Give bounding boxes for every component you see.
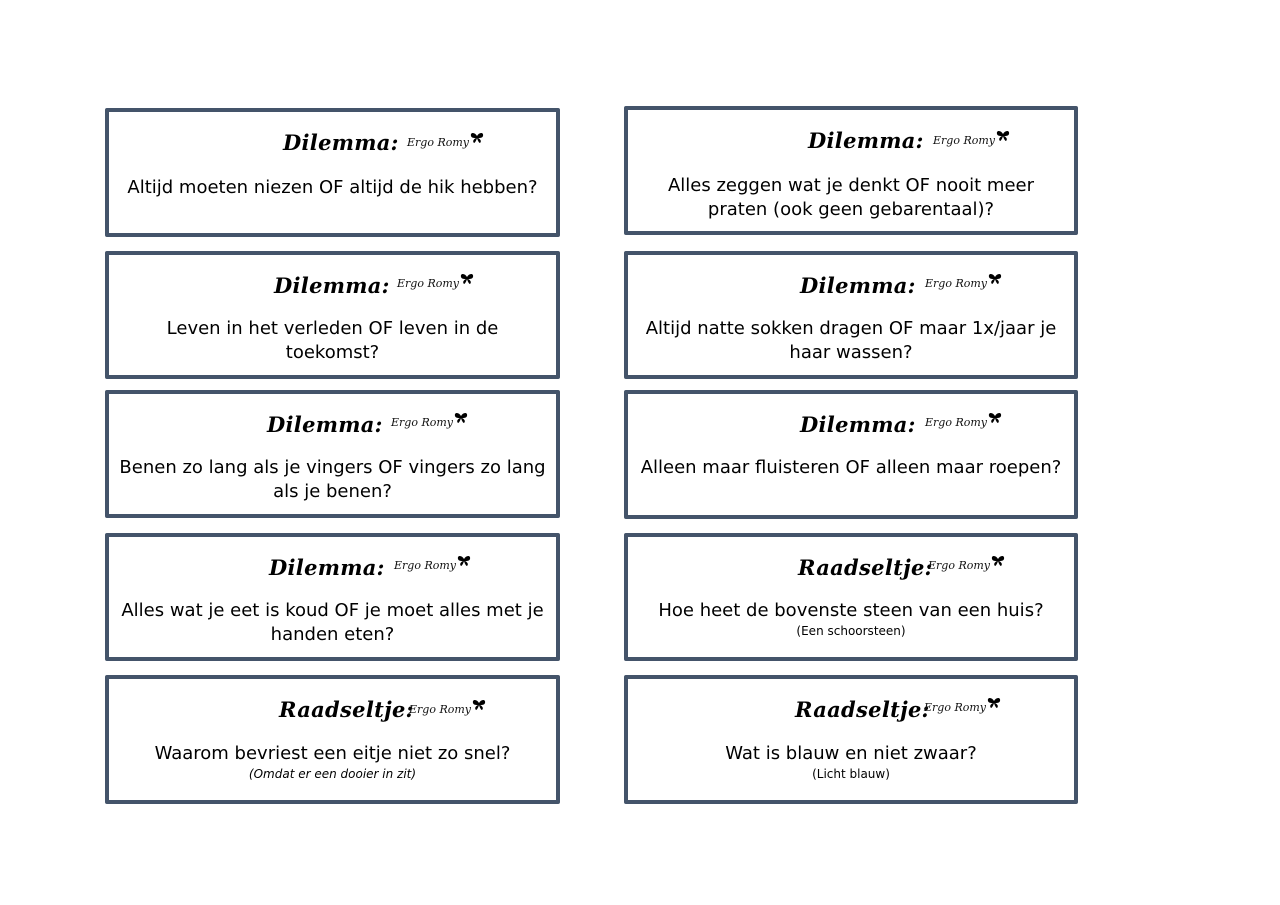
card-type-label: Dilemma: (283, 130, 399, 155)
card-text: Wat is blauw en niet zwaar? (Licht blauw) (638, 742, 1064, 782)
riddle-answer: (Omdat er een dooier in zit) (248, 767, 417, 781)
card-header (628, 693, 1074, 727)
card-type-label: Dilemma: (808, 128, 924, 153)
riddle-answer: (Licht blauw) (812, 767, 890, 781)
card-text: Alleen maar fluisteren OF alleen maar roepen? (640, 457, 1062, 478)
card-header (628, 408, 1074, 442)
card-header (109, 126, 556, 160)
card-dilemma-5 (105, 390, 560, 518)
brand-label: Ergo Romy (407, 132, 484, 149)
card-type-label: Dilemma: (269, 555, 385, 580)
card-dilemma-2 (624, 106, 1078, 235)
card-header (109, 693, 556, 727)
brand-label: Ergo Romy (924, 697, 1001, 714)
card-type-label: Raadseltje: (798, 555, 933, 580)
brand-label: Ergo Romy (394, 555, 471, 572)
brand-label: Ergo Romy (928, 555, 1005, 572)
card-dilemma-4 (624, 251, 1078, 379)
card-header (628, 269, 1074, 303)
brand-label: Ergo Romy (933, 130, 1010, 147)
butterfly-icon (988, 273, 1002, 285)
card-text: Alles wat je eet is koud OF je moet alles met je handen eten? (121, 600, 544, 645)
card-header (628, 124, 1074, 158)
card-text: Waarom bevriest een eitje niet zo snel? (Omdat er een dooier in zit) (119, 742, 546, 782)
card-riddle-3 (624, 675, 1078, 804)
card-text: Altijd moeten niezen OF altijd de hik hebben? (127, 177, 538, 198)
butterfly-icon (454, 412, 468, 424)
card-header (109, 269, 556, 303)
butterfly-icon (987, 697, 1001, 709)
butterfly-icon (472, 699, 486, 711)
brand-label: Ergo Romy (397, 273, 474, 290)
card-text: Leven in het verleden OF leven in de toekomst? (166, 318, 499, 363)
brand-label: Ergo Romy (391, 412, 468, 429)
card-text: Hoe heet de bovenste steen van een huis? (Een schoorsteen) (638, 599, 1064, 639)
card-type-label: Raadseltje: (279, 697, 414, 722)
card-dilemma-7 (105, 533, 560, 661)
butterfly-icon (457, 555, 471, 567)
card-type-label: Dilemma: (267, 412, 383, 437)
brand-label: Ergo Romy (925, 412, 1002, 429)
card-text: Benen zo lang als je vingers OF vingers zo lang als je benen? (119, 457, 546, 502)
card-header (628, 551, 1074, 585)
riddle-answer: (Een schoorsteen) (796, 624, 906, 638)
card-header (109, 551, 556, 585)
card-dilemma-6 (624, 390, 1078, 519)
butterfly-icon (996, 130, 1010, 142)
card-text: Alles zeggen wat je denkt OF nooit meer praten (ook geen gebarentaal)? (667, 175, 1035, 220)
butterfly-icon (460, 273, 474, 285)
card-dilemma-1 (105, 108, 560, 237)
card-type-label: Dilemma: (274, 273, 390, 298)
card-type-label: Dilemma: (800, 412, 916, 437)
butterfly-icon (988, 412, 1002, 424)
butterfly-icon (470, 132, 484, 144)
brand-label: Ergo Romy (409, 699, 486, 716)
card-text: Altijd natte sokken dragen OF maar 1x/jaar je haar wassen? (645, 318, 1057, 363)
brand-label: Ergo Romy (925, 273, 1002, 290)
card-header (109, 408, 556, 442)
butterfly-icon (991, 555, 1005, 567)
card-type-label: Dilemma: (800, 273, 916, 298)
card-riddle-2 (105, 675, 560, 804)
card-riddle-1 (624, 533, 1078, 661)
card-dilemma-3 (105, 251, 560, 379)
card-type-label: Raadseltje: (795, 697, 930, 722)
